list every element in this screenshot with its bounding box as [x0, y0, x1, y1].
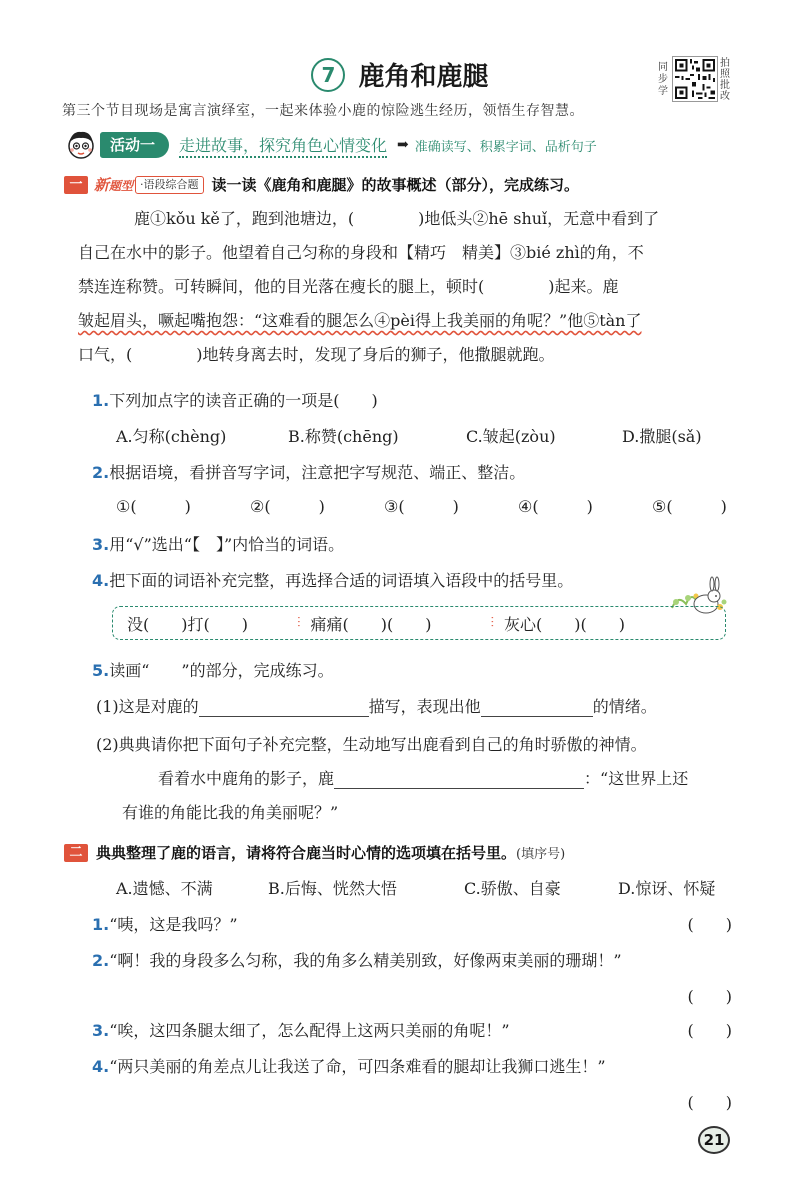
clip-icon: ⫶: [490, 615, 494, 631]
question-3: [92, 532, 344, 555]
item-text: “唉，这四条腿太细了，怎么配得上这两只美丽的角呢！”: [109, 1021, 510, 1040]
qr-right-label-text: 拍 照 批 改: [720, 58, 730, 102]
q5-1-part-b: 描写，表现出他: [368, 697, 481, 716]
question-2: [92, 460, 525, 483]
section2-item-1: [92, 912, 238, 935]
item-text: “啊！我的身段多么匀称，我的角多么精美别致，好像两束美丽的珊瑚！”: [109, 951, 622, 970]
section2-options: [116, 876, 715, 899]
question-5-1: [96, 694, 657, 717]
qr-code-icon[interactable]: [672, 56, 718, 102]
section2-hint: (填序号): [516, 847, 566, 862]
question-4: [92, 568, 573, 591]
option-d[interactable]: D.撒腿(sǎ): [622, 427, 702, 446]
story-passage: [78, 202, 742, 372]
qr-left-label: 同 步 学: [658, 62, 668, 97]
new-question-type-badge: [94, 174, 133, 195]
item-number: 2.: [92, 951, 110, 970]
question-text: 把下面的词语补充完整，再选择合适的词语填入语段中的括号里。: [109, 571, 574, 590]
word-group[interactable]: 灰心( )( ): [504, 614, 625, 634]
item-number: 3.: [92, 1021, 110, 1040]
qr-right-label: [720, 58, 744, 102]
q5-2-sentence-start: 看着水中鹿角的影子，鹿: [158, 769, 335, 788]
option-a: A.遗憾、不满: [116, 879, 213, 898]
question-5-2-sentence-cont: [122, 800, 338, 823]
section2-header: [64, 842, 565, 863]
answer-paren[interactable]: ( ): [687, 1093, 732, 1112]
answer-paren[interactable]: ( ): [687, 987, 732, 1006]
word-group[interactable]: 痛痛( )( ): [310, 614, 432, 634]
answer-paren[interactable]: ( ): [687, 1021, 732, 1040]
question-2-blanks: [116, 494, 727, 517]
activity-subtitle: 准确读写、积累字词、品析句子: [414, 139, 597, 155]
question-5: [92, 658, 334, 681]
section1-number: 一: [64, 176, 88, 194]
question-number: 2.: [92, 463, 110, 482]
question-type-tag: ·语段综合题: [135, 176, 204, 194]
section2-title: 典典整理了鹿的语言，请将符合鹿当时心情的选项填在括号里。: [96, 844, 517, 862]
answer-line[interactable]: [334, 771, 584, 789]
answer-line[interactable]: [199, 699, 369, 717]
answer-blank[interactable]: ⑤( ): [652, 497, 727, 516]
question-text: 下列加点字的读音正确的一项是( ): [109, 391, 378, 410]
q5-1-part-c: 的情绪。: [592, 697, 657, 716]
section2-item-2: [92, 948, 622, 971]
passage-line-highlighted: 皱起眉头，噘起嘴抱怨：“这难看的腿怎么④pèi得上我美丽的角呢？”他⑤tàn了: [78, 311, 642, 330]
clip-icon: ⫶: [297, 615, 301, 631]
option-c: C.骄傲、自豪: [464, 879, 561, 898]
question-text: 用“√”选出“【 】”内恰当的词语。: [109, 535, 345, 554]
q5-1-part-a: (1)这是对鹿的: [96, 697, 199, 716]
passage-line: 自己在水中的影子。他望着自己匀称的身段和【精巧 精美】③bié zhì的角，不: [78, 243, 644, 262]
new-tag-text2: 题型: [109, 179, 134, 193]
question-number: 3.: [92, 535, 110, 554]
question-text: 读画“ ”的部分，完成练习。: [109, 661, 334, 680]
answer-blank[interactable]: ②( ): [250, 497, 325, 516]
question-5-2: [96, 732, 647, 755]
item-text: “两只美丽的角差点儿让我送了命，可四条难看的腿却让我狮口逃生！”: [109, 1057, 606, 1076]
option-c[interactable]: C.皱起(zòu): [466, 427, 556, 446]
question-text: 根据语境，看拼音写字词，注意把字写规范、端正、整洁。: [109, 463, 526, 482]
intro-text: 第三个节目现场是寓言演绎室，一起来体验小鹿的惊险逃生经历，领悟生存智慧。: [62, 103, 584, 119]
page-number: 21: [698, 1126, 730, 1154]
q5-2-sentence-line2: 有谁的角能比我的角美丽呢？”: [122, 803, 339, 822]
arrow-right-icon: ➡: [397, 137, 409, 153]
lesson-number: 7: [311, 58, 345, 92]
answer-blank[interactable]: ①( ): [116, 497, 191, 516]
answer-blank[interactable]: ③( ): [384, 497, 459, 516]
q5-2-sentence-end: ：“这世界上还: [584, 769, 689, 788]
passage-line: 禁连连称赞。可转瞬间，他的目光落在瘦长的腿上，顿时( )起来。鹿: [78, 277, 619, 296]
passage-line: 口气，( )地转身离去时，发现了身后的狮子，他撒腿就跑。: [78, 345, 555, 364]
question-number: 4.: [92, 571, 110, 590]
new-tag-text: 新: [94, 176, 110, 194]
section2-item-4: [92, 1054, 606, 1077]
lesson-title-text: 鹿角和鹿腿: [358, 62, 489, 92]
question-1: [92, 388, 378, 411]
section2-item-3: [92, 1018, 510, 1041]
word-group[interactable]: 没( )打( ): [127, 614, 248, 634]
section1-title: 读一读《鹿角和鹿腿》的故事概述（部分），完成练习。: [211, 176, 580, 194]
item-number: 4.: [92, 1057, 110, 1076]
question-number: 1.: [92, 391, 110, 410]
answer-blank[interactable]: ④( ): [518, 497, 593, 516]
item-number: 1.: [92, 915, 110, 934]
question-5-2-sentence: [158, 766, 688, 789]
q5-2-text: (2)典典请你把下面句子补充完整，生动地写出鹿看到自己的角时骄傲的神情。: [96, 735, 647, 754]
passage-line: 鹿①kǒu kě了，跑到池塘边，( )地低头②hē shuǐ，无意中看到了: [134, 209, 660, 228]
activity-tag: 活动一: [100, 132, 169, 158]
option-a[interactable]: A.匀称(chèng): [116, 427, 227, 446]
mascot-icon: [64, 128, 98, 162]
option-d: D.惊讶、怀疑: [618, 879, 716, 898]
answer-paren[interactable]: ( ): [687, 915, 732, 934]
section2-number: 二: [64, 844, 88, 862]
option-b[interactable]: B.称赞(chēng): [288, 427, 399, 446]
activity-banner: [64, 130, 597, 160]
question-1-options: [116, 424, 702, 447]
question-number: 5.: [92, 661, 110, 680]
word-completion-box: [112, 606, 726, 640]
section1-header: [64, 174, 579, 195]
answer-line[interactable]: [481, 699, 593, 717]
item-text: “咦，这是我吗？”: [109, 915, 238, 934]
option-b: B.后悔、恍然大悟: [268, 879, 397, 898]
activity-title: 走进故事，探究角色心情变化: [179, 133, 387, 158]
